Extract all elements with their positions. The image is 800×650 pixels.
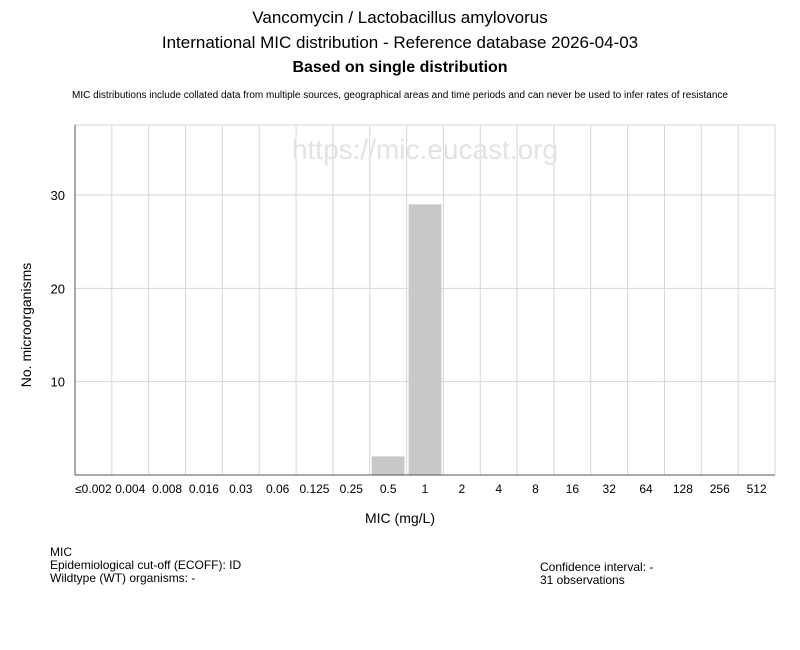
- y-axis-label: No. microorganisms: [18, 262, 34, 388]
- x-tick-label: ≤0.002: [75, 482, 112, 496]
- footer-mic-label: MIC: [50, 545, 72, 559]
- x-tick-label: 256: [709, 482, 730, 496]
- footer-observations: 31 observations: [540, 573, 625, 587]
- disclaimer-text: MIC distributions include collated data from multiple sources, geographical areas and time periods and can never be used to infer rates of resistance: [72, 90, 728, 101]
- x-tick-label: 2: [458, 482, 466, 496]
- footer-wildtype: Wildtype (WT) organisms: -: [50, 571, 196, 585]
- y-tick-label: 20: [50, 281, 65, 297]
- bar-0.5: [372, 456, 405, 475]
- chart-title-line1: Vancomycin / Lactobacillus amylovorus: [252, 8, 548, 27]
- footer-ecoff: Epidemiological cut-off (ECOFF): ID: [50, 558, 242, 572]
- footer-right: [540, 561, 653, 587]
- x-tick-label: 0.004: [115, 482, 146, 496]
- footer-left: [50, 546, 241, 585]
- chart-title-line3: Based on single distribution: [292, 59, 508, 76]
- x-tick-label: 0.008: [152, 482, 183, 496]
- x-axis-label: MIC (mg/L): [365, 510, 435, 526]
- x-tick-label: 64: [639, 482, 653, 496]
- x-tick-label: 8: [532, 482, 539, 496]
- x-tick-label: 128: [672, 482, 693, 496]
- y-tick-label: 10: [50, 374, 65, 390]
- x-tick-label: 0.125: [299, 482, 330, 496]
- x-tick-label: 4: [495, 482, 503, 496]
- x-tick-label: 0.016: [188, 482, 219, 496]
- footer-confidence-interval: Confidence interval: -: [540, 560, 654, 574]
- x-tick-label: 32: [602, 482, 616, 496]
- y-tick-label: 30: [50, 188, 65, 203]
- x-tick-label: 0.06: [265, 482, 290, 496]
- chart-title-line2: International MIC distribution - Reference database 2026-04-03: [161, 33, 639, 52]
- bar-1: [409, 204, 442, 475]
- x-tick-label: 16: [565, 482, 580, 496]
- x-tick-label: 0.03: [229, 482, 253, 496]
- watermark-text: https://mic.eucast.org: [291, 134, 559, 165]
- x-tick-label: 512: [746, 482, 767, 496]
- x-tick-label: 0.5: [379, 482, 397, 496]
- x-tick-label: 0.25: [339, 482, 363, 496]
- x-tick-label: 1: [421, 482, 429, 496]
